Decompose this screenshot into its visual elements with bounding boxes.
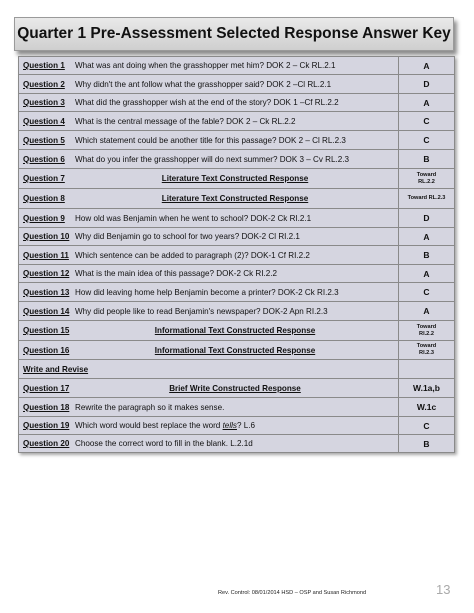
table-row (19, 228, 455, 246)
question-number: Question 4 (23, 116, 65, 126)
answer-value: A (423, 231, 430, 242)
question-text: Which statement could be another title for this passage? DOK 2 – Cl RL.2.3 (75, 135, 346, 145)
answer-standard: RL.2.2 (418, 178, 435, 185)
question-number: Question 14 (23, 306, 70, 316)
table-row (19, 189, 455, 209)
answer-cell (399, 341, 455, 360)
answer-value: B (423, 154, 430, 164)
response-heading: Literature Text Constructed Response (161, 194, 309, 203)
question-text: Choose the correct word to fill in the blank. L.2.1d (75, 439, 253, 448)
table-row (19, 150, 455, 169)
question-cell (19, 302, 399, 321)
table-row (19, 341, 455, 360)
answer-cell (399, 321, 455, 341)
answer-cell (399, 75, 455, 94)
question-number: Question 19 (23, 421, 70, 430)
question-emphasis: tells (222, 421, 237, 430)
question-cell (19, 189, 399, 209)
question-text: What did the grasshopper wish at the end of the story? DOK 1 –Cf RL.2.2 (75, 98, 339, 107)
question-number: Question 12 (23, 269, 70, 278)
answer-value: W.1a,b (413, 383, 440, 393)
answer-standard: Toward RL.2.3 (407, 195, 446, 201)
section-title: Write and Revise (23, 364, 89, 374)
question-text: How old was Benjamin when he went to school? DOK-2 Ck RI.2.1 (75, 213, 312, 223)
question-cell (19, 341, 399, 360)
response-heading: Brief Write Constructed Response (169, 383, 301, 393)
question-cell (19, 94, 399, 112)
question-cell (19, 321, 399, 341)
question-text: Which word would best replace the word (75, 421, 223, 430)
table-row (19, 169, 455, 189)
question-cell (19, 112, 399, 131)
question-number: Question 9 (23, 213, 65, 223)
table-row (19, 302, 455, 321)
table-row (19, 57, 455, 75)
question-cell (19, 360, 399, 379)
answer-value: D (423, 79, 430, 89)
answer-standard: RI.2.2 (419, 330, 434, 337)
table-row (19, 321, 455, 341)
table-row (19, 379, 455, 398)
question-text: Which sentence can be added to paragraph (2)? DOK-1 Cf RI.2.2 (75, 250, 310, 260)
answer-cell (399, 189, 455, 209)
answer-cell (399, 379, 455, 398)
answer-cell (399, 246, 455, 265)
answer-value: B (423, 250, 430, 260)
question-cell (19, 379, 399, 398)
answer-standard: RI.2.3 (419, 350, 434, 356)
answer-cell (399, 435, 455, 453)
answer-value: A (423, 268, 430, 279)
table-row (19, 435, 455, 453)
question-cell (19, 435, 399, 453)
question-text: Why did people like to read Benjamin's newspaper? DOK-2 Apn RI.2.3 (75, 306, 328, 316)
table-row (19, 246, 455, 265)
question-number: Question 17 (23, 383, 70, 393)
answer-cell (399, 283, 455, 302)
table-row (19, 417, 455, 435)
question-text: Rewrite the paragraph so it makes sense. (75, 402, 225, 412)
answer-cell (399, 398, 455, 417)
question-number: Question 20 (23, 439, 70, 448)
question-cell (19, 417, 399, 435)
answer-cell (399, 150, 455, 169)
answer-cell (399, 228, 455, 246)
question-text-after: ? L.6 (236, 421, 255, 430)
question-number: Question 11 (23, 250, 69, 260)
question-cell (19, 131, 399, 150)
question-cell (19, 57, 399, 75)
question-number: Question 6 (23, 154, 65, 164)
table-row (19, 360, 455, 379)
footer-revision: Rev. Control: 08/01/2014 HSD – OSP and Susan Richmond (218, 590, 367, 596)
answer-cell (399, 265, 455, 283)
question-text: Why didn't the ant follow what the grasshopper said? DOK 2 –Cl RL.2.1 (75, 79, 332, 89)
title-bar (14, 17, 454, 51)
question-text: What do you infer the grasshopper will do next summer? DOK 3 – Cv RL.2.3 (75, 154, 349, 164)
question-cell (19, 228, 399, 246)
answer-cell (399, 169, 455, 189)
question-text: Why did Benjamin go to school for two years? DOK-2 Cl RI.2.1 (75, 232, 300, 241)
page-number: 13 (436, 582, 451, 597)
answer-value: A (423, 306, 430, 316)
answer-cell (399, 360, 455, 379)
question-cell (19, 150, 399, 169)
answer-standard: Toward (416, 343, 437, 349)
question-text: What was ant doing when the grasshopper met him? DOK 2 – Ck RL.2.1 (75, 61, 336, 70)
question-cell (19, 169, 399, 189)
question-cell (19, 398, 399, 417)
answer-cell (399, 302, 455, 321)
table-row (19, 283, 455, 302)
question-number: Question 16 (23, 345, 70, 355)
table-row (19, 209, 455, 228)
table-row (19, 112, 455, 131)
table-row (19, 398, 455, 417)
table-row (19, 94, 455, 112)
answer-key-table (18, 56, 455, 453)
response-heading: Informational Text Constructed Response (154, 326, 316, 335)
answer-cell (399, 112, 455, 131)
question-number: Question 2 (23, 79, 65, 89)
question-number: Question 15 (23, 326, 70, 335)
answer-value: D (423, 213, 430, 223)
question-cell (19, 246, 399, 265)
table-row (19, 75, 455, 94)
answer-value: A (423, 60, 430, 71)
question-cell (19, 265, 399, 283)
table-row (19, 265, 455, 283)
answer-value: C (423, 287, 430, 297)
answer-cell (399, 57, 455, 75)
question-number: Question 18 (23, 402, 70, 412)
answer-cell (399, 94, 455, 112)
question-number: Question 3 (23, 98, 65, 107)
question-number: Question 13 (23, 287, 70, 297)
answer-standard: Toward (416, 171, 437, 178)
response-heading: Informational Text Constructed Response (154, 345, 316, 355)
answer-cell (399, 417, 455, 435)
question-text: What is the central message of the fable? DOK 2 – Ck RL.2.2 (75, 116, 296, 126)
page-title: Quarter 1 Pre-Assessment Selected Response Answer Key (17, 25, 451, 42)
answer-cell (399, 209, 455, 228)
question-number: Question 1 (23, 61, 65, 70)
question-cell (19, 283, 399, 302)
question-number: Question 10 (23, 232, 70, 241)
question-text: How did leaving home help Benjamin become a printer? DOK-2 Ck RI.2.3 (75, 287, 339, 297)
answer-value: C (423, 135, 430, 145)
answer-value: A (423, 97, 430, 108)
question-cell (19, 75, 399, 94)
question-cell (19, 209, 399, 228)
answer-value: B (423, 438, 430, 449)
table-row (19, 131, 455, 150)
question-number: Question 7 (23, 174, 65, 183)
answer-value: W.1c (416, 402, 437, 412)
response-heading: Literature Text Constructed Response (161, 174, 309, 183)
question-text: What is the main idea of this passage? DOK-2 Ck RI.2.2 (75, 269, 277, 278)
question-number: Question 5 (23, 135, 65, 145)
answer-standard: Toward (416, 323, 437, 330)
answer-value: C (423, 116, 430, 126)
answer-key-body (19, 57, 455, 453)
answer-cell (399, 131, 455, 150)
question-number: Question 8 (23, 194, 65, 203)
answer-value: C (423, 420, 430, 431)
